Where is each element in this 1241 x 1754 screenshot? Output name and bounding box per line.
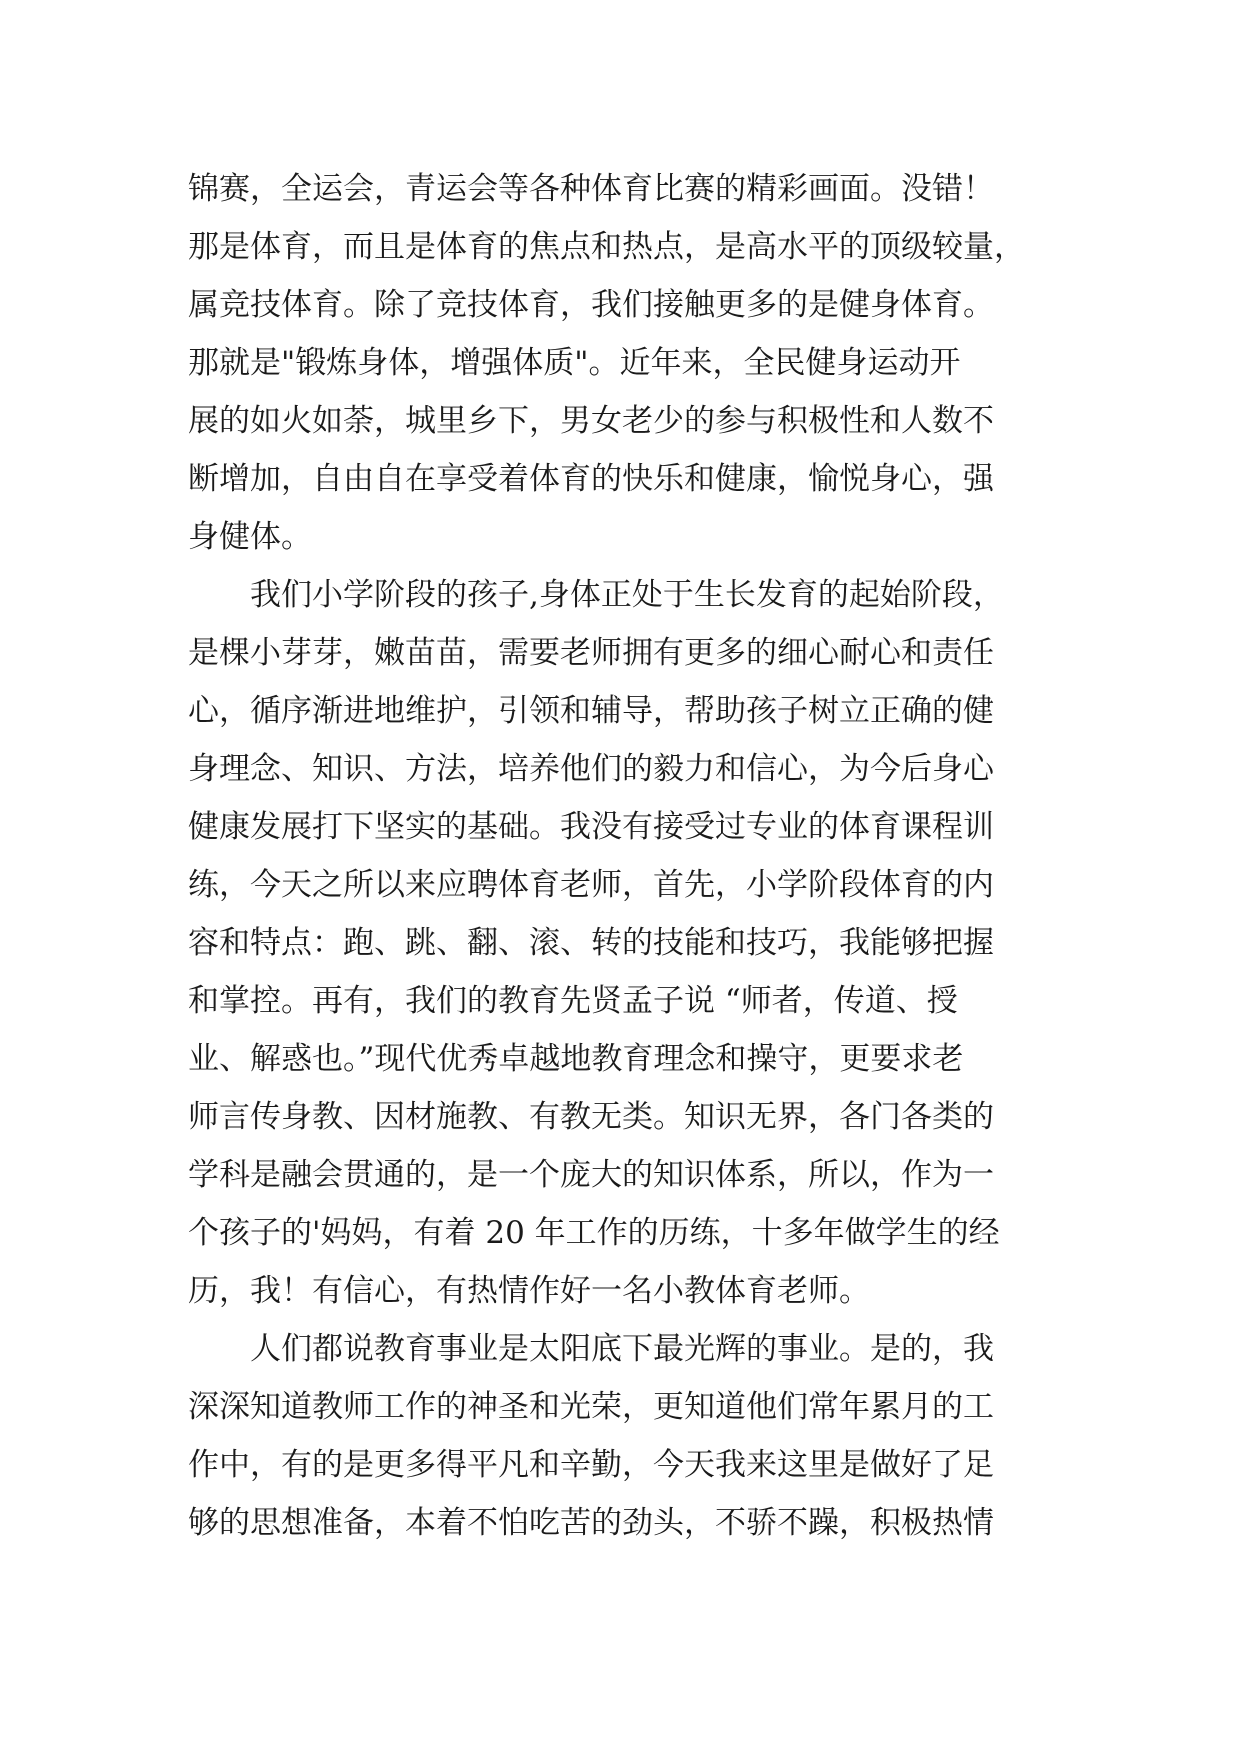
text-line: 那是体育，而且是体育的焦点和热点，是高水平的顶级较量， — [188, 229, 1025, 265]
text-line: 够的思想准备，本着不怕吃苦的劲头，不骄不躁，积极热情 — [188, 1505, 994, 1541]
text-line: 身理念、知识、方法，培养他们的毅力和信心，为今后身心 — [188, 751, 994, 787]
text-line: 和掌控。再有，我们的教育先贤孟子说 “师者，传道、授 — [188, 983, 958, 1019]
text-line: 业、解惑也。”现代优秀卓越地教育理念和操守，更要求老 — [188, 1041, 964, 1077]
text-line: 人们都说教育事业是太阳底下最光辉的事业。是的，我 — [188, 1331, 994, 1367]
text-line: 个孩子的'妈妈，有着 20 年工作的历练，十多年做学生的经 — [188, 1215, 1000, 1251]
text-line: 心，循序渐进地维护，引领和辅导，帮助孩子树立正确的健 — [188, 693, 994, 729]
text-line: 断增加，自由自在享受着体育的快乐和健康，愉悦身心，强 — [188, 461, 994, 497]
text-line: 历，我！有信心，有热情作好一名小教体育老师。 — [188, 1273, 870, 1309]
text-line: 学科是融会贯通的，是一个庞大的知识体系，所以，作为一 — [188, 1157, 994, 1193]
text-line: 身健体。 — [188, 519, 312, 555]
text-line: 容和特点：跑、跳、翻、滚、转的技能和技巧，我能够把握 — [188, 925, 994, 961]
text-line: 我们小学阶段的孩子,身体正处于生长发育的起始阶段， — [188, 577, 1004, 613]
text-line: 锦赛，全运会，青运会等各种体育比赛的精彩画面。没错！ — [188, 171, 994, 207]
body-text — [188, 160, 1068, 1552]
text-line: 展的如火如荼，城里乡下，男女老少的参与积极性和人数不 — [188, 403, 994, 439]
text-line: 练，今天之所以来应聘体育老师，首先，小学阶段体育的内 — [188, 867, 994, 903]
text-line: 作中，有的是更多得平凡和辛勤，今天我来这里是做好了足 — [188, 1447, 994, 1483]
text-line: 师言传身教、因材施教、有教无类。知识无界，各门各类的 — [188, 1099, 994, 1135]
text-line: 那就是"锻炼身体，增强体质"。近年来，全民健身运动开 — [188, 345, 961, 381]
text-line: 属竞技体育。除了竞技体育，我们接触更多的是健身体育。 — [188, 287, 994, 323]
text-line: 是棵小芽芽，嫩苗苗，需要老师拥有更多的细心耐心和责任 — [188, 635, 994, 671]
text-line: 健康发展打下坚实的基础。我没有接受过专业的体育课程训 — [188, 809, 994, 845]
text-line: 深深知道教师工作的神圣和光荣，更知道他们常年累月的工 — [188, 1389, 994, 1425]
